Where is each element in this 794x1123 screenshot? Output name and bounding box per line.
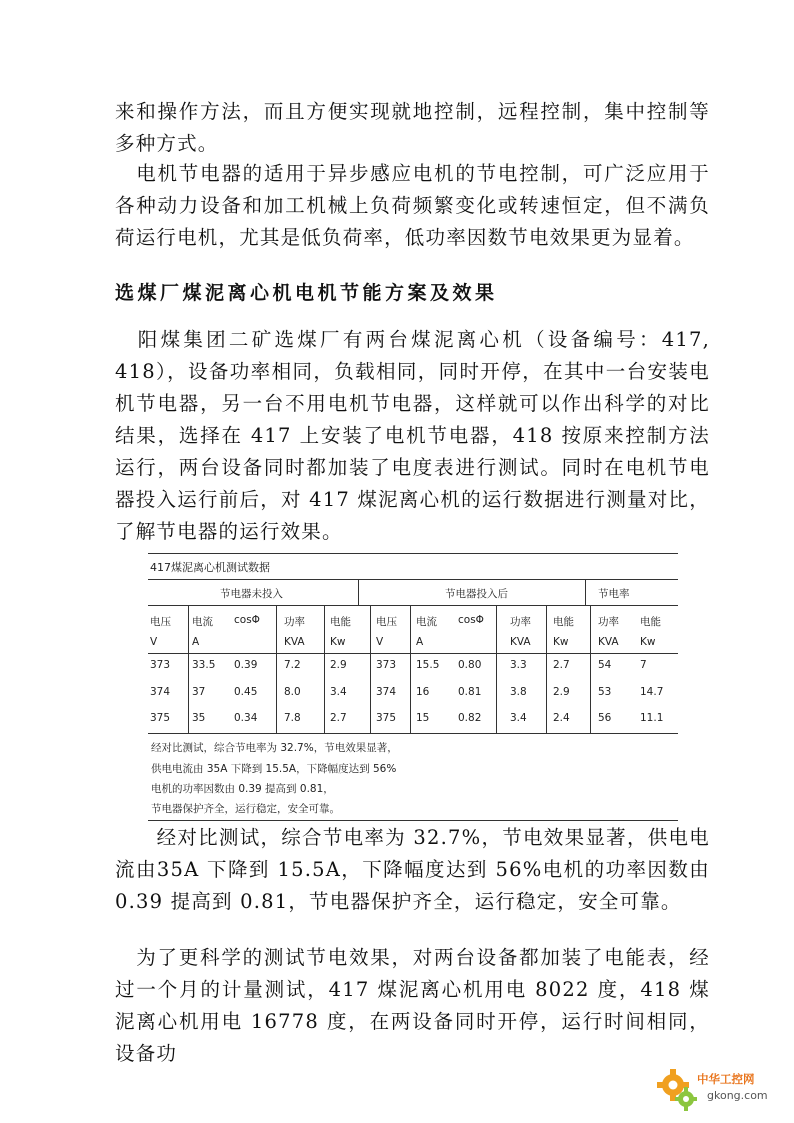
table-cell: 15 (416, 712, 430, 724)
table-header-cell: KVA (598, 636, 619, 648)
table-header-cell: 电流 (192, 616, 213, 628)
table-cell: 53 (598, 686, 612, 698)
table-cell: 7.8 (284, 712, 301, 724)
group-header-after: 节电器投入后 (445, 588, 508, 600)
table-cell: 56 (598, 712, 612, 724)
paragraph-intro-continued: 来和操作方法，而且方便实现就地控制，远程控制，集中控制等多种方式。 (115, 100, 710, 155)
table-cell: 33.5 (192, 659, 216, 671)
table-cell: 375 (150, 712, 171, 724)
table-header-cell: KVA (510, 636, 531, 648)
table-rule (148, 653, 678, 654)
table-header-cell: Kw (553, 636, 569, 648)
table-cell: 8.0 (284, 686, 301, 698)
table-note: 经对比测试，综合节电率为 32.7%，节电效果显著， (151, 742, 398, 754)
table-header-cell: A (416, 636, 424, 648)
table-column-divider (324, 605, 325, 733)
table-header-cell: A (192, 636, 200, 648)
table-cell: 0.81 (458, 686, 482, 698)
table-header-cell: V (376, 636, 384, 648)
table-header-cell: 电流 (416, 616, 437, 628)
table-cell: 7.2 (284, 659, 301, 671)
table-cell: 3.3 (510, 659, 527, 671)
table-cell: 2.9 (553, 686, 570, 698)
table-header-cell: KVA (284, 636, 305, 648)
table-cell: 0.82 (458, 712, 482, 724)
table-column-divider (410, 605, 411, 733)
table-cell: 3.4 (510, 712, 527, 724)
table-column-divider (276, 605, 277, 733)
table-cell: 7 (640, 659, 647, 671)
table-rule (148, 579, 678, 580)
table-header-cell: 电压 (376, 616, 397, 628)
test-data-table (148, 553, 678, 821)
table-note: 节电器保护齐全，运行稳定，安全可靠。 (151, 803, 340, 815)
paragraph-test-results: 经对比测试，综合节电率为 32.7%，节电效果显著，供电电流由35A 下降到 15.5A，下降幅度达到 56%电机的功率因数由 0.39 提高到 0.81，节电器保护齐全，运行稳定，安全可靠。 (115, 826, 710, 913)
table-cell: 3.8 (510, 686, 527, 698)
table-title: 417煤泥离心机测试数据 (150, 561, 270, 574)
table-cell: 375 (376, 712, 397, 724)
gear-logo-icon (655, 1063, 701, 1113)
table-cell: 373 (376, 659, 397, 671)
section-heading: 选煤厂煤泥离心机电机节能方案及效果 (115, 282, 498, 304)
group-header-before: 节电器未投入 (220, 588, 283, 600)
table-group-divider (358, 579, 359, 605)
table-bottom-rule (148, 820, 678, 821)
paragraph-test-setup: 阳煤集团二矿选煤厂有两台煤泥离心机（设备编号：417, 418），设备功率相同，负载相同，同时开停，在其中一台安装电机节电器，另一台不用电机节电器，这样就可以作出科学的对比结果，选择在 417 上安装了电机节电器，418 按原来控制方法运行，两台设备同时都加装了电度表进行测试。同时在电机节电器投入运行前后，对 417 煤泥离心机的运行数据进行测量对比，了解节电器的运行效果。 (115, 328, 710, 543)
table-rule (148, 605, 678, 606)
table-column-divider (188, 605, 189, 733)
table-cell: 0.45 (234, 686, 258, 698)
watermark-domain: gkong.com (707, 1089, 768, 1102)
table-note: 供电电流由 35A 下降到 15.5A，下降幅度达到 56% (151, 763, 397, 775)
table-header-cell: cosΦ (458, 614, 484, 626)
table-header-cell: 功率 (598, 616, 619, 628)
table-column-divider (590, 605, 591, 733)
table-cell: 374 (150, 686, 171, 698)
table-top-rule (148, 553, 678, 554)
table-note: 电机的功率因数由 0.39 提高到 0.81， (151, 783, 334, 795)
table-header-cell: 电压 (150, 616, 171, 628)
table-cell: 0.39 (234, 659, 258, 671)
table-cell: 0.80 (458, 659, 482, 671)
table-group-divider (585, 579, 586, 605)
table-header-cell: 电能 (553, 616, 574, 628)
table-header-cell: Kw (640, 636, 656, 648)
table-cell: 0.34 (234, 712, 258, 724)
group-header-rate: 节电率 (598, 588, 630, 600)
table-header-cell: Kw (330, 636, 346, 648)
table-rule (148, 733, 678, 734)
paragraph-energy-meter: 为了更科学的测试节电效果，对两台设备都加装了电能表，经过一个月的计量测试，417 煤泥离心机用电 8022 度，418 煤泥离心机用电 16778 度，在两设备同时开停，运行时间相同，设备功 (115, 946, 710, 1065)
table-header-cell: 电能 (640, 616, 661, 628)
table-cell: 37 (192, 686, 206, 698)
table-cell: 2.9 (330, 659, 347, 671)
watermark-name: 中华工控网 (697, 1072, 755, 1086)
table-cell: 54 (598, 659, 612, 671)
paragraph-application: 电机节电器的适用于异步感应电机的节电控制，可广泛应用于各种动力设备和加工机械上负荷频繁变化或转速恒定，但不满负荷运行电机，尤其是低负荷率，低功率因数节电效果更为显着。 (115, 162, 710, 249)
table-cell: 14.7 (640, 686, 664, 698)
table-cell: 35 (192, 712, 206, 724)
table-cell: 2.4 (553, 712, 570, 724)
gkong-watermark (655, 1063, 790, 1118)
table-header-cell: 功率 (284, 616, 305, 628)
table-cell: 373 (150, 659, 171, 671)
table-header-cell: 电能 (330, 616, 351, 628)
table-cell: 11.1 (640, 712, 664, 724)
table-cell: 2.7 (330, 712, 347, 724)
table-column-divider (546, 605, 547, 733)
table-cell: 374 (376, 686, 397, 698)
table-cell: 3.4 (330, 686, 347, 698)
table-cell: 2.7 (553, 659, 570, 671)
table-column-divider (496, 605, 497, 733)
table-column-divider (370, 605, 371, 733)
table-header-cell: 功率 (510, 616, 531, 628)
table-cell: 16 (416, 686, 430, 698)
table-cell: 15.5 (416, 659, 440, 671)
table-header-cell: V (150, 636, 158, 648)
table-header-cell: cosΦ (234, 614, 260, 626)
